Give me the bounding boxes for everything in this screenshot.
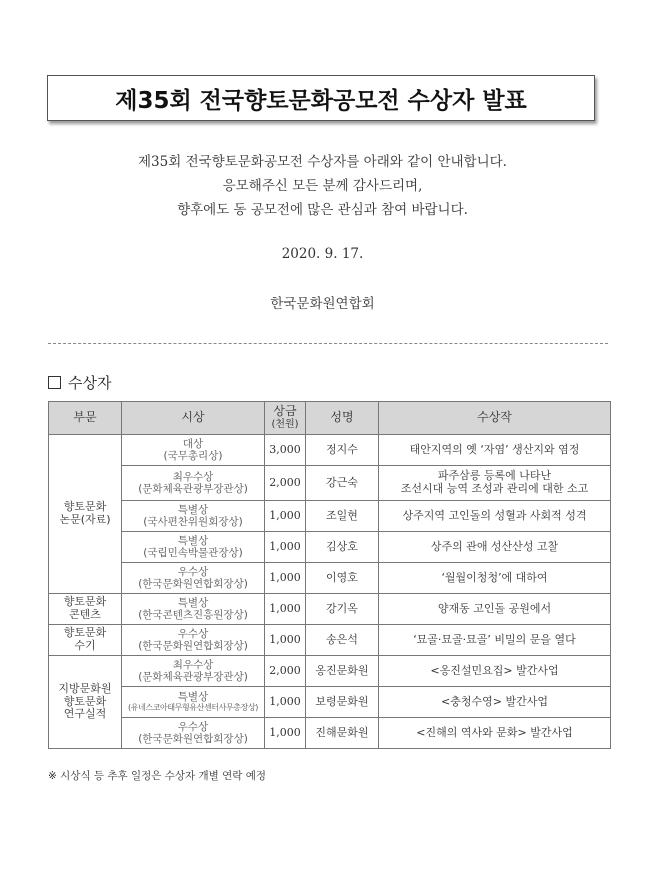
square-bullet-icon [48,376,61,389]
prize-name: 특별상 [177,534,209,547]
prize-cell [122,656,265,687]
prize-awarder: (유네스코아태무형유산센터사무총장상) [127,703,259,713]
winner-name-cell: 김상호 [306,532,379,563]
prize-cell [122,435,265,466]
amount-cell: 1,000 [265,563,306,594]
amount-cell: 1,000 [265,594,306,625]
winner-name-cell: 강근숙 [306,466,379,501]
award-work-cell: 태안지역의 옛 ‘자염’ 생산지와 염정 [379,435,611,466]
announcement-date: 2020. 9. 17. [281,246,364,262]
awards-table-body [49,435,611,749]
prize-name: 특별상 [177,596,209,609]
award-work-cell: 상주의 관애 성산산성 고찰 [379,532,611,563]
footnote: ※ 시상식 등 추후 일정은 수상자 개별 연락 예정 [48,770,267,782]
category-cell: 향토문화 논문(자료) [49,435,122,594]
award-work-cell: ‘월월이청청’에 대하여 [379,563,611,594]
award-work-cell: <충청수영> 발간사업 [379,687,611,718]
winner-name-cell: 옹진문화원 [306,656,379,687]
page-title: 제35회 전국향토문화공모전 수상자 발표 [47,75,595,121]
category-cell: 지방문화원 향토문화 연구실적 [49,656,122,749]
category-cell: 향토문화 수기 [49,625,122,656]
table-row [49,501,611,532]
intro-line-1: 제35회 전국향토문화공모전 수상자를 아래와 같이 안내합니다. [138,154,507,170]
prize-awarder: (문화체육관광부장관상) [138,671,248,683]
table-row [49,532,611,563]
awards-table [48,401,611,749]
prize-name: 우수상 [177,627,209,640]
header-amount-unit: (천원) [271,419,299,431]
table-row [49,563,611,594]
section-heading-label: 수상자 [68,374,112,392]
winner-name-cell: 조일현 [306,501,379,532]
prize-cell [122,532,265,563]
amount-cell: 1,000 [265,718,306,749]
prize-cell [122,625,265,656]
winner-name-cell: 송은석 [306,625,379,656]
prize-awarder: (국사편찬위원회장상) [143,516,243,528]
header-work: 수상작 [379,402,611,435]
prize-name: 최우수상 [172,658,214,671]
prize-awarder: (한국콘텐츠진흥원장상) [138,609,248,621]
organization-name: 한국문화원연합회 [270,296,375,312]
winner-name-cell: 보령문화원 [306,687,379,718]
prize-awarder: (국립민속박물관장상) [143,547,243,559]
header-amount-label: 상금 [273,404,297,419]
table-row [49,466,611,501]
prize-cell [122,687,265,718]
prize-awarder: (문화체육관광부장관상) [138,483,248,495]
amount-cell: 2,000 [265,656,306,687]
header-prize: 시상 [122,402,265,435]
prize-awarder: (한국문화원연합회장상) [138,578,248,590]
table-row [49,625,611,656]
category-cell: 향토문화 콘텐츠 [49,594,122,625]
header-name: 성명 [306,402,379,435]
amount-cell: 2,000 [265,466,306,501]
prize-name: 대상 [182,437,204,450]
intro-line-3: 향후에도 동 공모전에 많은 관심과 참여 바랍니다. [177,202,468,218]
award-work-cell: 상주지역 고인돌의 성혈과 사회적 성격 [379,501,611,532]
section-heading [48,372,111,393]
table-row [49,435,611,466]
winner-name-cell: 이영호 [306,563,379,594]
amount-cell: 1,000 [265,687,306,718]
prize-cell [122,466,265,501]
award-work-cell: <진해의 역사와 문화> 발간사업 [379,718,611,749]
dashed-divider [48,343,608,344]
award-work-cell: ‘묘골·묘골·묘골’ 비밀의 문을 열다 [379,625,611,656]
amount-cell: 1,000 [265,532,306,563]
prize-name: 우수상 [177,565,209,578]
amount-cell: 3,000 [265,435,306,466]
table-row [49,594,611,625]
prize-cell [122,563,265,594]
amount-cell: 1,000 [265,625,306,656]
prize-cell [122,718,265,749]
prize-name: 특별상 [177,691,209,704]
award-work-cell: 파주삼릉 등록에 나타난 조선시대 능역 조성과 관리에 대한 소고 [379,466,611,501]
prize-name: 최우수상 [172,470,214,483]
table-row [49,656,611,687]
prize-name: 우수상 [177,720,209,733]
award-work-cell: 양재동 고인돌 공원에서 [379,594,611,625]
prize-awarder: (국무총리상) [163,450,223,462]
prize-awarder: (한국문화원연합회장상) [138,640,248,652]
intro-line-2: 응모해주신 모든 분께 감사드리며, [222,178,423,194]
prize-name: 특별상 [177,503,209,516]
table-header-row [49,402,611,435]
winner-name-cell: 진해문화원 [306,718,379,749]
header-amount [265,402,306,435]
award-work-cell: <옹진설민요집> 발간사업 [379,656,611,687]
winner-name-cell: 정지수 [306,435,379,466]
table-row [49,687,611,718]
amount-cell: 1,000 [265,501,306,532]
prize-cell [122,594,265,625]
header-category: 부문 [49,402,122,435]
prize-cell [122,501,265,532]
prize-awarder: (한국문화원연합회장상) [138,733,248,745]
table-row [49,718,611,749]
winner-name-cell: 강기옥 [306,594,379,625]
